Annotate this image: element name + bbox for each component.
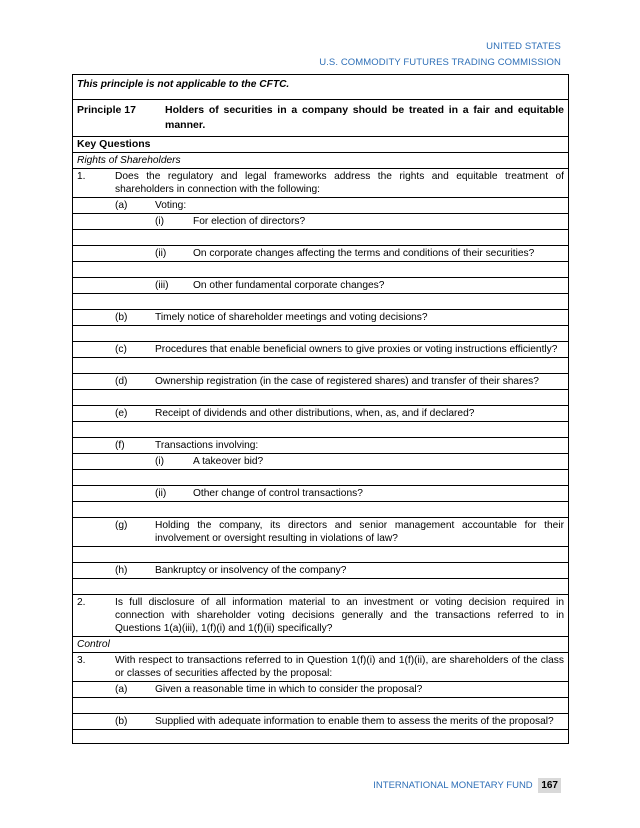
question-number: (ii) xyxy=(155,248,167,259)
answer-row xyxy=(73,326,568,342)
principle-text: Holders of securities in a company should be treated in a fair and equitable manner. xyxy=(165,104,564,131)
question-number: (a) xyxy=(115,200,128,211)
question-1c xyxy=(73,342,568,358)
question-text: Other change of control transactions? xyxy=(193,488,363,499)
question-text: Is full disclosure of all information material to an investment or voting decision required in connection with shareholder voting decisions generally and the transactions referred to in Questions 1(a)(iii), 1(f)(i) and 1(f)(ii) specifically? xyxy=(115,597,564,634)
header-agency: U.S. COMMODITY FUTURES TRADING COMMISSION xyxy=(319,57,561,68)
answer-row xyxy=(73,698,568,714)
question-text: With respect to transactions referred to in Question 1(f)(i) and 1(f)(ii), are shareholders of the class or classes of securities affected by the proposal: xyxy=(115,655,564,679)
question-3b xyxy=(73,714,568,730)
question-2 xyxy=(73,595,568,637)
question-number: (i) xyxy=(155,216,165,227)
question-1a-i xyxy=(73,214,568,230)
footer xyxy=(0,778,561,793)
answer-row xyxy=(73,547,568,563)
footer-org: INTERNATIONAL MONETARY FUND xyxy=(373,780,533,791)
question-text: A takeover bid? xyxy=(193,456,264,467)
not-applicable-note: This principle is not applicable to the CFTC. xyxy=(73,75,568,100)
question-1a-iii xyxy=(73,278,568,294)
answer-row xyxy=(73,294,568,310)
question-number: (a) xyxy=(115,684,128,695)
question-1f-ii xyxy=(73,486,568,502)
question-text: Timely notice of shareholder meetings and voting decisions? xyxy=(155,312,428,323)
question-text: Ownership registration (in the case of registered shares) and transfer of their shares? xyxy=(155,376,539,387)
question-text: Bankruptcy or insolvency of the company? xyxy=(155,565,347,576)
question-1e xyxy=(73,406,568,422)
question-number: 2. xyxy=(77,597,86,608)
question-number: (iii) xyxy=(155,280,169,291)
question-1g xyxy=(73,518,568,547)
answer-row xyxy=(73,579,568,595)
question-text: Does the regulatory and legal frameworks address the rights and equitable treatment of shareholders in connection with the following: xyxy=(115,171,564,195)
principle-table xyxy=(72,74,569,744)
key-questions-heading: Key Questions xyxy=(73,137,568,153)
question-text: Receipt of dividends and other distributions, when, as, and if declared? xyxy=(155,408,475,419)
question-text: Supplied with adequate information to enable them to assess the merits of the proposal? xyxy=(155,716,554,727)
question-1f-i xyxy=(73,454,568,470)
principle-label: Principle 17 xyxy=(77,104,136,116)
question-number: (e) xyxy=(115,408,128,419)
question-number: (c) xyxy=(115,344,127,355)
question-3 xyxy=(73,653,568,682)
question-number: (g) xyxy=(115,520,128,531)
answer-row xyxy=(73,358,568,374)
question-1d xyxy=(73,374,568,390)
question-number: (i) xyxy=(155,456,165,467)
question-1a xyxy=(73,198,568,214)
answer-row xyxy=(73,390,568,406)
question-text: On corporate changes affecting the terms and conditions of their securities? xyxy=(193,248,535,259)
question-number: 3. xyxy=(77,655,86,666)
question-number: (d) xyxy=(115,376,128,387)
answer-row xyxy=(73,470,568,486)
question-text: Holding the company, its directors and senior management accountable for their involvement or oversight resulting in violations of law? xyxy=(155,520,564,544)
question-number: (b) xyxy=(115,716,128,727)
question-1 xyxy=(73,169,568,198)
question-1h xyxy=(73,563,568,579)
question-text: Given a reasonable time in which to consider the proposal? xyxy=(155,684,423,695)
question-1a-ii xyxy=(73,246,568,262)
page-number: 167 xyxy=(538,778,561,793)
answer-row xyxy=(73,422,568,438)
answer-row xyxy=(73,730,568,743)
answer-row xyxy=(73,230,568,246)
question-number: (h) xyxy=(115,565,128,576)
question-text: Voting: xyxy=(155,200,187,211)
question-text: For election of directors? xyxy=(193,216,306,227)
question-number: 1. xyxy=(77,171,86,182)
section-heading-rights: Rights of Shareholders xyxy=(73,153,568,169)
question-number: (ii) xyxy=(155,488,167,499)
question-1f xyxy=(73,438,568,454)
principle-row xyxy=(73,100,568,137)
question-number: (f) xyxy=(115,440,125,451)
question-text: Transactions involving: xyxy=(155,440,259,451)
question-1b xyxy=(73,310,568,326)
question-text: On other fundamental corporate changes? xyxy=(193,280,385,291)
question-number: (b) xyxy=(115,312,128,323)
section-heading-control: Control xyxy=(73,637,568,653)
answer-row xyxy=(73,502,568,518)
question-3a xyxy=(73,682,568,698)
header-country: UNITED STATES xyxy=(486,41,561,52)
question-text: Procedures that enable beneficial owners to give proxies or voting instructions efficiently? xyxy=(155,344,558,355)
answer-row xyxy=(73,262,568,278)
